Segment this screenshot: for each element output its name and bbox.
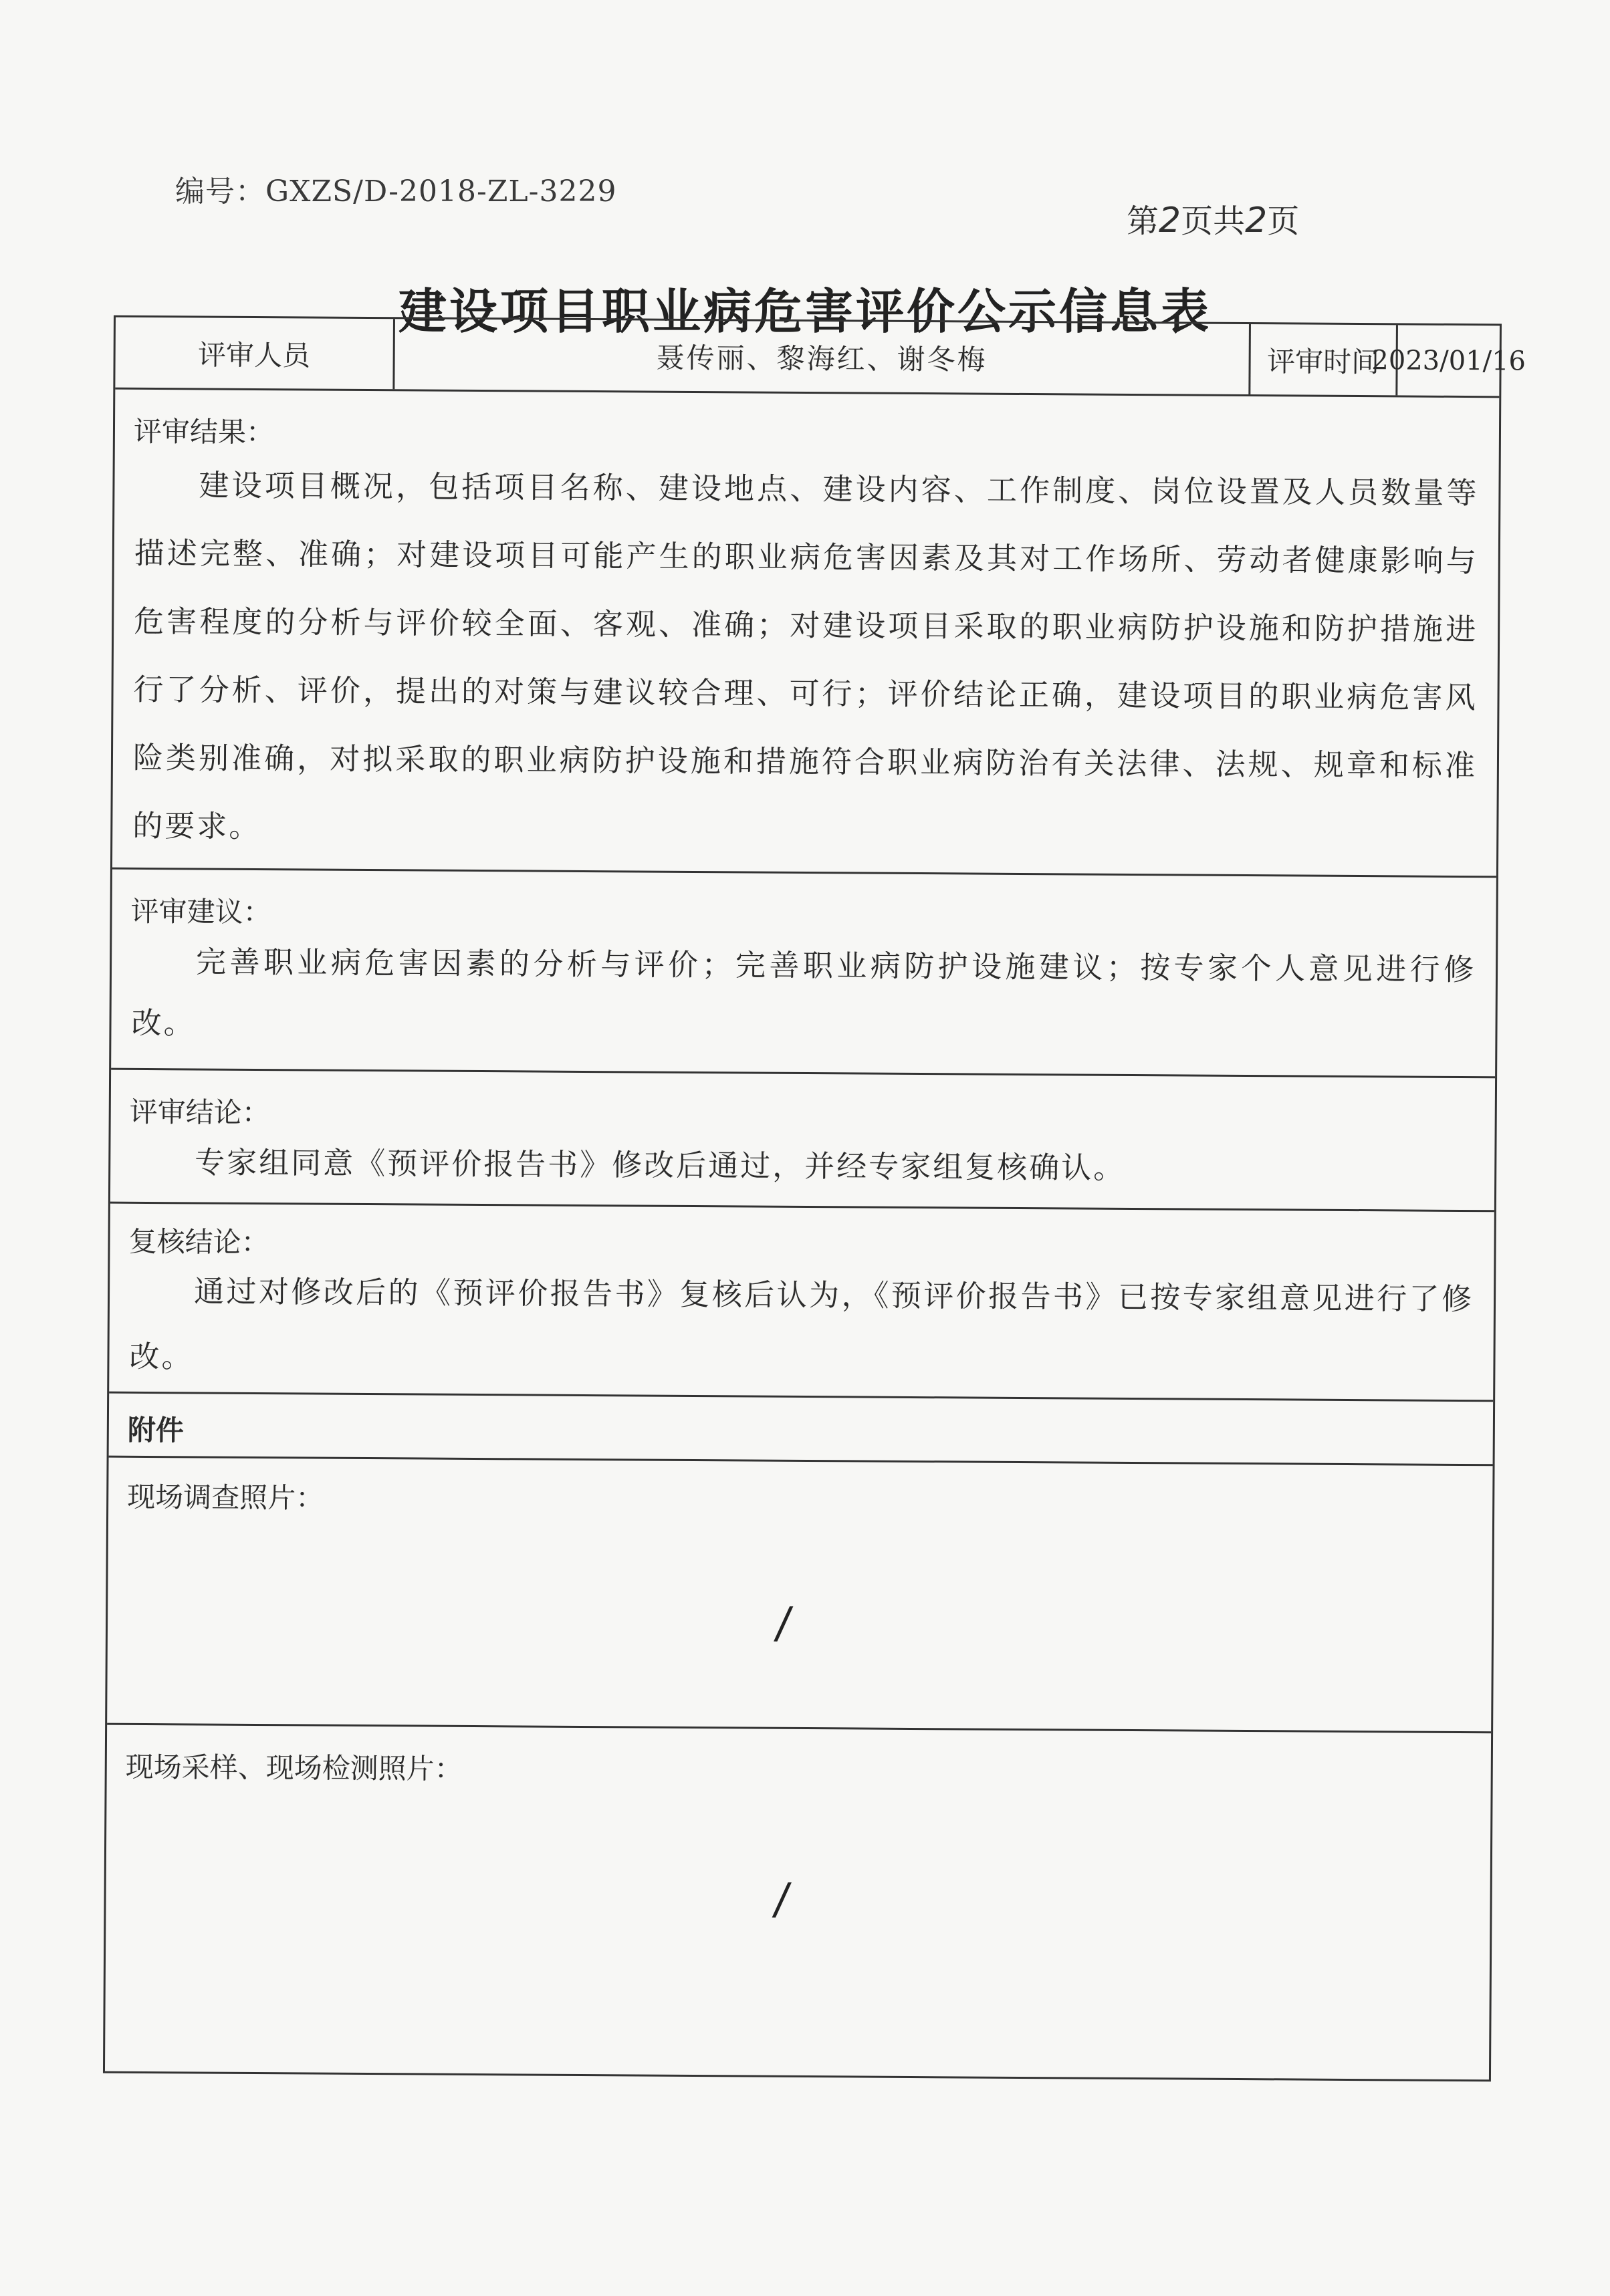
page-total: 2 — [1245, 201, 1268, 241]
review-time-value-cell — [1371, 325, 1526, 396]
reviewers-value: 聂传丽、黎海红、谢冬梅 — [656, 341, 988, 376]
reviewers-label: 评审人员 — [197, 338, 311, 372]
review-suggestion-label: 评审建议： — [130, 894, 271, 929]
page-prefix: 第 — [1127, 203, 1159, 240]
page-current: 2 — [1159, 201, 1181, 241]
site-photos-empty-mark: / — [772, 1598, 795, 1648]
reviewers-row — [115, 317, 1526, 398]
review-time-label: 评审时间 — [1266, 344, 1380, 378]
review-time-value: 2023/01/16 — [1371, 344, 1526, 377]
recheck-conclusion-label: 复核结论： — [128, 1225, 269, 1259]
info-table — [103, 315, 1526, 2082]
review-conclusion-row — [110, 1070, 1495, 1213]
review-conclusion-label: 评审结论： — [129, 1095, 270, 1130]
sampling-photos-empty-mark: / — [771, 1874, 793, 1924]
review-suggestion-row — [111, 870, 1496, 1079]
attachment-label: 附件 — [127, 1413, 184, 1447]
reviewers-label-cell — [115, 317, 393, 390]
attachment-row — [109, 1394, 1494, 1466]
site-photos-label: 现场调查照片： — [127, 1480, 324, 1515]
sampling-photos-label: 现场采样、现场检测照片： — [125, 1750, 463, 1785]
recheck-conclusion-row — [109, 1204, 1494, 1402]
document-number: 编号：GXZS/D-2018-ZL-3229 — [175, 174, 617, 209]
review-result-row — [112, 390, 1499, 878]
page-title: 建设项目职业病危害评价公示信息表 — [398, 283, 1212, 340]
review-suggestion-text: 完善职业病危害因素的分析与评价；完善职业病防护设施建议；按专家个人意见进行修改。 — [131, 944, 1476, 1041]
page-indicator — [1127, 195, 1299, 241]
page-suffix: 页 — [1267, 203, 1300, 240]
review-conclusion-text: 专家组同意《预评价报告书》修改后通过，并经专家组复核确认。 — [195, 1144, 1126, 1186]
site-photos-row — [107, 1458, 1492, 1734]
page-middle: 页共 — [1181, 203, 1246, 240]
review-result-label: 评审结果： — [133, 414, 275, 449]
sampling-photos-row — [105, 1725, 1491, 2081]
reviewers-value-cell — [392, 319, 1249, 394]
review-result-text: 建设项目概况，包括项目名称、建设地点、建设内容、工作制度、岗位设置及人员数量等描述完整、准确；对建设项目可能产生的职业病危害因素及其对工作场所、劳动者健康影响与危害程度的分析与评价较全面、客观、准确；对建设项目采取的职业病防护设施和防护措施进行了分析、评价，提出的对策与建议较合理、可行；评价结论正确，建设项目的职业病危害风险类别准确，对拟采取的职业病防护设施和措施符合职业病防治有关法律、法规、规章和标准的要求。 — [132, 467, 1479, 845]
recheck-conclusion-text: 通过对修改后的《预评价报告书》复核后认为，《预评价报告书》已按专家组意见进行了修改。 — [129, 1273, 1474, 1375]
